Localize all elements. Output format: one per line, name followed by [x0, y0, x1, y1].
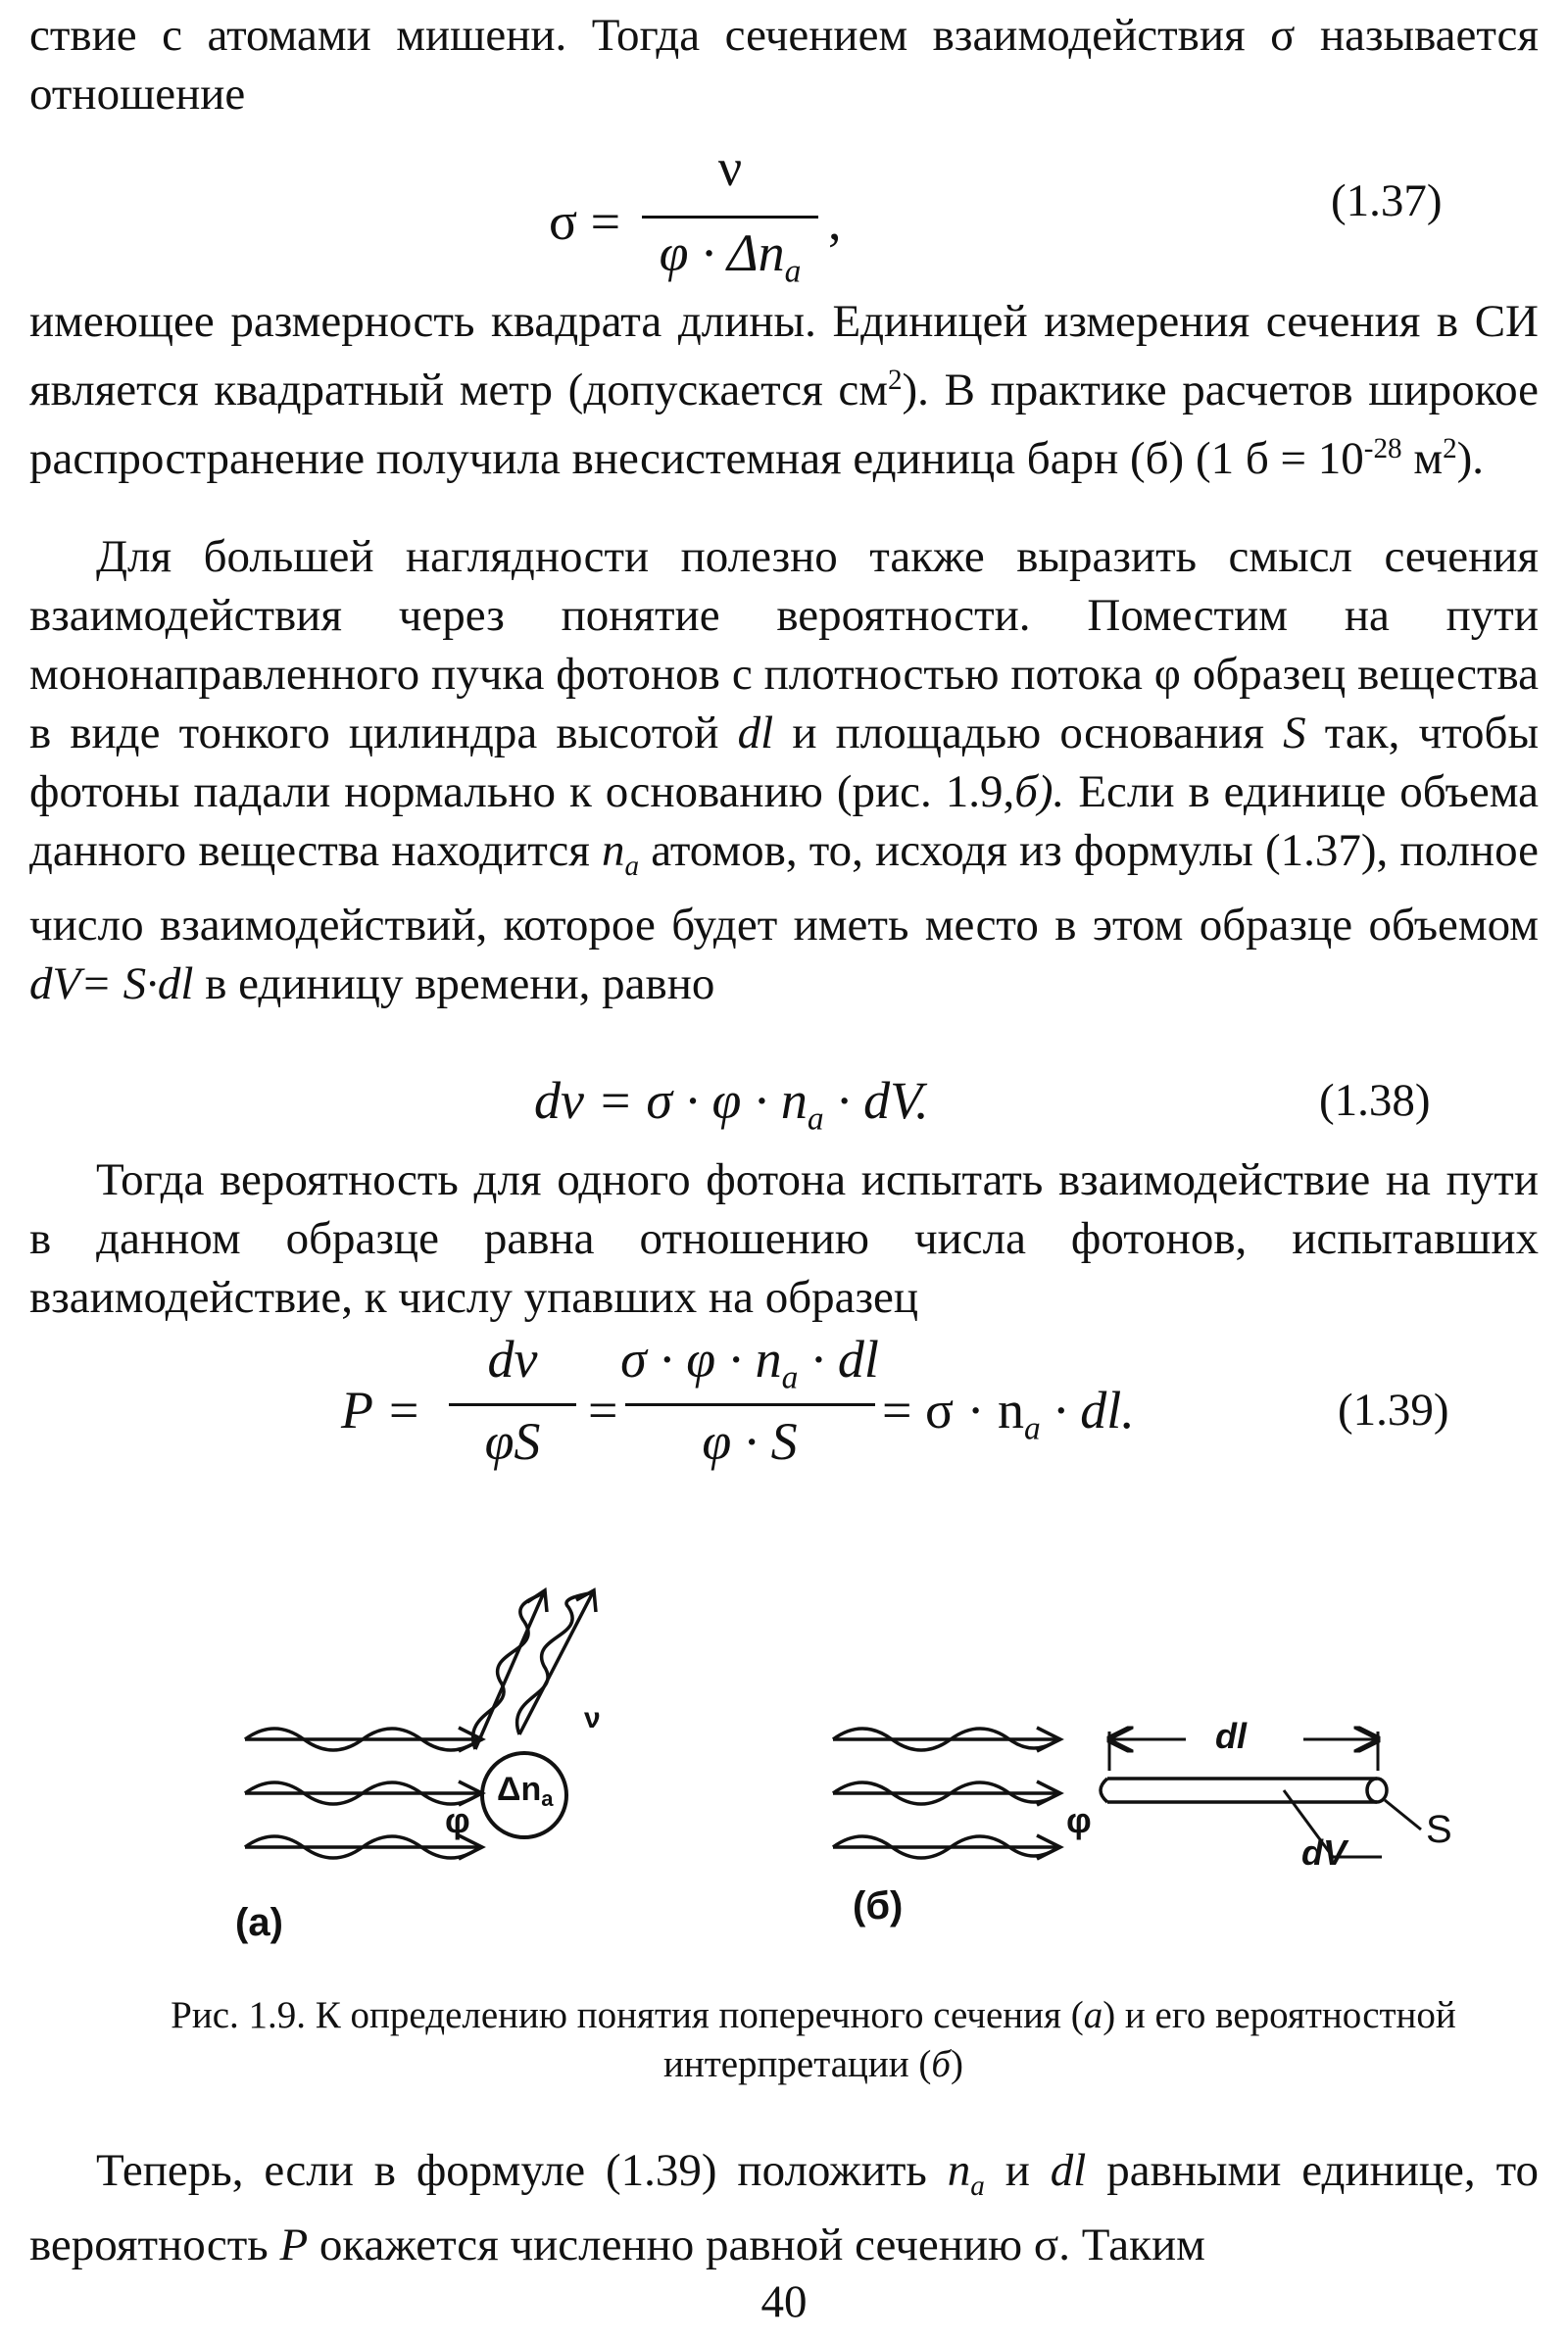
eq138-sub: a — [807, 1100, 824, 1138]
paragraph-3-dl: dl — [737, 707, 774, 758]
paragraph-5-dl: dl — [1050, 2145, 1087, 2196]
paragraph-4-text: Тогда вероятность для одного фотона испытать взаимодействие на пути в данном образце равна отношению числа фотонов, испытавших взаимодействие, к числу упавших на образец — [29, 1154, 1539, 1323]
fig-label-delta-n — [497, 1771, 553, 1812]
eq139-f2-numerator — [617, 1329, 882, 1397]
document-page — [29, 0, 1539, 2342]
equation-1-37 — [29, 137, 1539, 294]
eq137-comma: , — [828, 192, 842, 251]
fig-label-delta-n-sub: a — [541, 1786, 554, 1811]
paragraph-2-text-c: м — [1401, 433, 1444, 485]
caption-italic-b: б — [931, 2043, 952, 2085]
paragraph-3 — [29, 527, 1539, 1013]
eq137-denominator — [632, 222, 828, 291]
paragraph-3-n: n — [602, 825, 625, 876]
eq139-equals-2: = — [588, 1381, 618, 1439]
superscript-2-a: 2 — [887, 365, 903, 396]
paragraph-4 — [29, 1150, 1539, 1327]
caption-italic-a: а — [1083, 1994, 1103, 2036]
scattered-wave-1 — [473, 1590, 547, 1749]
eq139-f1-numerator: dν — [487, 1330, 538, 1389]
eq139-rhs — [882, 1380, 1135, 1448]
paragraph-3-text-a: Для большей наглядности полезно также выразить смысл сечения взаимодействия через понятие вероятности. Поместим на пути мононаправленного пучка фотонов с плотностью потока φ образец вещества в виде тонкого цилиндра высотой — [29, 531, 1539, 758]
page-number: 40 — [760, 2276, 808, 2327]
paragraph-5-n: n — [947, 2145, 971, 2196]
eq139-lhs: P = — [341, 1381, 421, 1439]
caption-text-c: ) — [951, 2043, 964, 2085]
paragraph-3-b-italic: б). — [1014, 766, 1065, 817]
figure-1-9 — [206, 1563, 1519, 1975]
fig-label-b: (б) — [853, 1884, 904, 1927]
paragraph-2-text-b: ). В практике расчетов широкое распространение получила внесистемная единица барн (б) (1 б = 10 — [29, 365, 1539, 485]
eq139-f1-bar — [449, 1403, 576, 1406]
caption-text-b: ) и его вероятностной интерпретации ( — [662, 1994, 1456, 2085]
paragraph-3-text-e: атомов, то, исходя из формулы (1.37), полное число взаимодействий, которое будет иметь место в этом образце объемом — [29, 825, 1540, 951]
eq137-numerator: ν — [717, 138, 743, 197]
fig-label-S: S — [1426, 1808, 1452, 1851]
fig-label-nu: ν — [584, 1702, 601, 1734]
eq139-f2-num-after: · dl — [798, 1330, 879, 1389]
eq139-rhs-sub: a — [1024, 1410, 1041, 1447]
eq137-lhs: σ = — [549, 192, 621, 251]
eq138-number: (1.38) — [1319, 1075, 1431, 1126]
paragraph-1 — [29, 6, 1539, 123]
wave-b-1 — [833, 1728, 1060, 1751]
eq138-text-after: · dV. — [823, 1071, 929, 1130]
paragraph-5-n-sub: a — [970, 2171, 985, 2203]
paragraph-3-text-f: в единицу времени, равно — [193, 958, 715, 1010]
eq138-body — [534, 1070, 929, 1139]
superscript-2-b: 2 — [1443, 433, 1457, 465]
paragraph-5-P: P — [279, 2220, 309, 2271]
eq139-rhs-main: = σ · n — [882, 1381, 1025, 1439]
paragraph-2-text-d: ). — [1456, 433, 1485, 485]
eq137-fraction-bar — [642, 216, 818, 219]
eq137-den-main: φ · Δn — [659, 223, 785, 282]
paragraph-3-text-d: Если в единице объема данного вещества находится — [29, 766, 1539, 876]
paragraph-5-text-c: равными единице, то вероятность — [29, 2145, 1539, 2271]
eq137-number: (1.37) — [1331, 175, 1443, 226]
paragraph-5-text-d: окажется численно равной сечению σ. Таким — [308, 2220, 1205, 2271]
wave-b-3 — [833, 1835, 1060, 1859]
fig-label-dl: dl — [1215, 1716, 1247, 1756]
wave-a-1 — [245, 1728, 482, 1751]
paragraph-5-text-a: Теперь, если в формуле (1.39) положить — [96, 2145, 948, 2196]
paragraph-3-text-b: и площадью основания — [773, 707, 1284, 758]
cylinder-sample — [1101, 1779, 1387, 1802]
fig-label-dV: dV — [1301, 1832, 1348, 1873]
equation-1-39 — [29, 1329, 1539, 1495]
paragraph-3-text-c: так, чтобы фотоны падали нормально к основанию (рис. 1.9, — [29, 707, 1540, 817]
caption-text-a: Рис. 1.9. К определению понятия поперечного сечения ( — [171, 1994, 1084, 2036]
equation-1-38 — [29, 1070, 1539, 1139]
fig-label-phi-a: φ — [445, 1800, 470, 1840]
paragraph-5 — [29, 2141, 1539, 2274]
eq139-rhs-after: · dl. — [1040, 1381, 1135, 1439]
eq139-f2-denominator: φ · S — [702, 1412, 798, 1471]
paragraph-2 — [29, 292, 1539, 488]
eq139-f2-num-sub: a — [781, 1359, 799, 1396]
paragraph-2-text-a: имеющее размерность квадрата длины. Единицей измерения сечения в СИ является квадратный метр (допускается см — [29, 296, 1539, 416]
fig-label-a: (а) — [235, 1901, 283, 1944]
figure-caption — [88, 1991, 1539, 2089]
eq139-number: (1.39) — [1338, 1385, 1449, 1436]
eq138-text-before: dν = σ · φ · n — [534, 1071, 808, 1130]
wave-b-2 — [833, 1781, 1060, 1805]
figure-b-incoming-waves — [833, 1728, 1060, 1859]
fig-label-delta-n-main: Δn — [497, 1771, 542, 1808]
superscript-neg28: -28 — [1363, 433, 1402, 465]
paragraph-3-n-sub: a — [624, 851, 640, 883]
fig-label-phi-b: φ — [1066, 1800, 1092, 1840]
eq139-f2-num-main: σ · φ · n — [620, 1330, 782, 1389]
eq137-den-sub: a — [784, 253, 802, 290]
paragraph-3-S: S — [1283, 707, 1306, 758]
eq139-f1-denominator: φS — [484, 1412, 541, 1471]
paragraph-3-dV: dV= S·dl — [29, 958, 194, 1010]
paragraph-5-text-b: и — [984, 2145, 1051, 2196]
figure-a-scattered-waves — [473, 1590, 596, 1749]
eq139-f2-bar — [625, 1403, 875, 1406]
paragraph-1-text: ствие с атомами мишени. Тогда сечением взаимодействия σ называется отношение — [29, 10, 1539, 120]
S-leader-line — [1385, 1800, 1421, 1830]
